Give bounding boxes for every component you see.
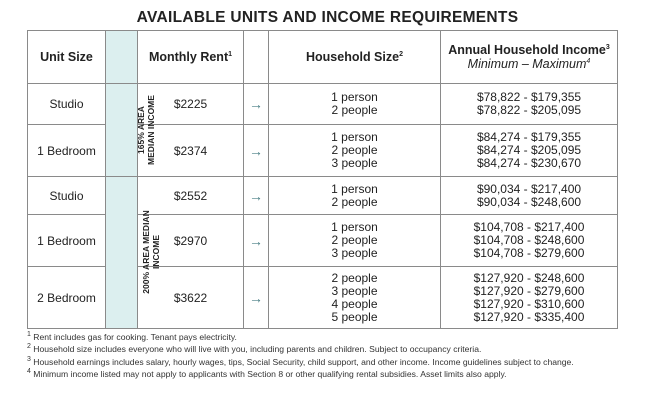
income-line: $84,274 - $179,355 [476,130,582,144]
ami-band-200 [106,177,161,329]
household-line: 3 people [331,246,378,260]
income-line: $104,708 - $248,600 [473,233,585,247]
ami-label-200: 200% AREA MEDIAN INCOME [141,210,161,294]
household-cell [269,215,441,267]
table-row [28,84,618,125]
rent-cell: $2374 [138,125,244,177]
household-cell [269,84,441,125]
unit-size-cell: 1 Bedroom [28,125,106,177]
income-cell [441,267,618,329]
arrow-icon: → [244,215,269,267]
household-cell [269,177,441,215]
header-annual-income: Annual Household Income$^3$ Minimum – Maximum$^4$ [441,31,618,84]
household-line: 3 people [331,156,378,170]
household-line: 2 people [331,103,378,117]
income-line: $127,920 - $279,600 [473,283,585,298]
header-unit-size: Unit Size [28,31,106,84]
household-line: 3 people [331,283,378,298]
household-line: 2 people [331,270,378,285]
unit-size-cell: 2 Bedroom [28,267,106,329]
footnote: $^1$ Rent includes gas for cooking. Tenant pays electricity. [27,331,237,342]
income-line: $90,034 - $217,400 [476,181,582,196]
income-cell [441,84,618,125]
footnote: $^3$ Household earnings includes salary, hourly wages, tips, Social Security, child support, and other income. Income guidelines subject to change. [27,355,574,367]
income-line: $104,708 - $217,400 [473,220,585,234]
income-line: $84,274 - $205,095 [476,143,582,157]
header-household-size: Household Size$^2$ [269,31,441,84]
income-line: $104,708 - $279,600 [473,246,585,260]
rent-cell: $2552 [138,177,244,215]
income-line: $90,034 - $248,600 [476,194,582,209]
income-line: $127,920 - $335,400 [473,309,585,324]
household-cell [269,125,441,177]
rent-cell: $3622 [138,267,244,329]
header-ami-band [106,31,138,84]
unit-size-cell: Studio [28,84,106,125]
rent-cell: $2970 [138,215,244,267]
income-cell [441,215,618,267]
household-line: 2 people [331,194,378,209]
footnotes [27,330,637,379]
household-line: 1 person [331,90,378,104]
ami-band-165 [106,84,156,177]
household-line: 2 people [331,143,378,157]
unit-size-cell: Studio [28,177,106,215]
household-line: 1 person [331,130,378,144]
units-table [27,30,618,329]
income-line: $78,822 - $205,095 [476,103,582,117]
footnote: $^4$ Minimum income listed may not apply to applicants with Section 8 or other qualifying rental subsidies. Asset limits also apply. [27,368,507,379]
household-line: 4 people [331,296,378,311]
income-cell [441,125,618,177]
household-line: 1 person [331,181,378,196]
header-monthly-rent: Monthly Rent$^1$ [138,31,244,84]
arrow-icon: → [244,267,269,329]
household-line: 5 people [331,309,378,324]
income-line: $78,822 - $179,355 [476,90,582,104]
unit-size-cell: 1 Bedroom [28,215,106,267]
table-row [28,177,618,215]
income-line: $84,274 - $230,670 [476,156,582,170]
household-line: 2 people [331,233,378,247]
arrow-icon: → [244,177,269,215]
household-cell [269,267,441,329]
income-line: $127,920 - $310,600 [473,296,585,311]
footnote: $^2$ Household size includes everyone who will live with you, including parents and children. Subject to occupancy criteria. [27,343,482,355]
page-title: AVAILABLE UNITS AND INCOME REQUIREMENTS [136,9,519,26]
household-line: 1 person [331,220,378,234]
header-arrow-spacer [244,31,269,84]
rent-cell: $2225 [138,84,244,125]
income-cell [441,177,618,215]
ami-label-165: 165% AREA MEDIAN INCOME [136,94,156,165]
arrow-icon: → [244,125,269,177]
arrow-icon: → [244,84,269,125]
table-header-row [28,31,618,84]
income-line: $127,920 - $248,600 [473,270,585,285]
